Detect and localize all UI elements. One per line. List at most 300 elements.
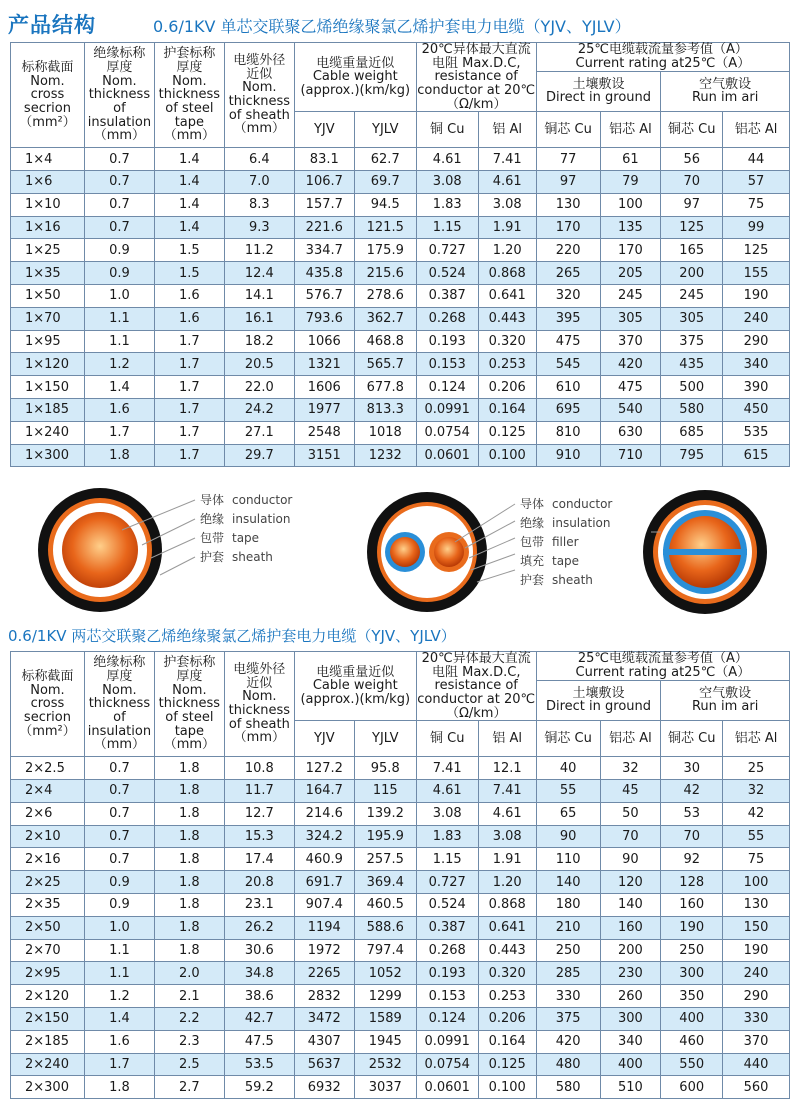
table-cell: 1.4 — [84, 1007, 154, 1030]
table-cell: 0.524 — [416, 262, 478, 285]
table-cell: 1×4 — [11, 148, 85, 171]
table-row — [11, 330, 790, 353]
table-cell: 2.0 — [154, 962, 224, 985]
cur-cn: 25℃电缆载流量参考值（A） — [577, 42, 748, 58]
wt-cn: 电缆重量近似 — [316, 664, 395, 680]
table-cell: 1.4 — [154, 171, 224, 194]
table-cell: 215.6 — [354, 262, 416, 285]
table-row — [11, 1053, 790, 1076]
table-cell: 7.41 — [478, 780, 536, 803]
legend-item — [520, 552, 612, 571]
table-cell: 90 — [536, 825, 600, 848]
col-ground-al: 铝芯 Al — [600, 721, 661, 757]
table-row — [11, 398, 790, 421]
size-unit: （mm²） — [19, 114, 76, 130]
cur-en: Current rating at25℃（A） — [575, 664, 751, 680]
table-cell: 710 — [600, 444, 661, 467]
page-header — [8, 6, 798, 40]
table-cell: 0.7 — [84, 193, 154, 216]
table-cell: 1.1 — [84, 330, 154, 353]
table-row — [11, 376, 790, 399]
table-cell: 0.868 — [478, 893, 536, 916]
tape-cn: 护套标称厚度 — [163, 46, 216, 75]
table-cell: 56 — [661, 148, 723, 171]
table-cell: 190 — [661, 916, 723, 939]
table-cell: 390 — [723, 376, 790, 399]
table-cell: 20.5 — [224, 353, 294, 376]
table-cell: 1×35 — [11, 262, 85, 285]
size-en3: secrion — [23, 100, 71, 116]
table-cell: 0.100 — [478, 444, 536, 467]
table-cell: 3.08 — [478, 193, 536, 216]
table-cell: 220 — [536, 239, 600, 262]
table-cell: 32 — [600, 757, 661, 780]
table-cell: 55 — [536, 780, 600, 803]
table-cell: 5637 — [294, 1053, 354, 1076]
table-cell: 395 — [536, 307, 600, 330]
table-cell: 0.320 — [478, 962, 536, 985]
col-current-rating — [536, 652, 789, 681]
table-row — [11, 757, 790, 780]
table-cell: 1945 — [354, 1030, 416, 1053]
table-cell: 100 — [723, 871, 790, 894]
table-cell: 121.5 — [354, 216, 416, 239]
table-cell: 40 — [536, 757, 600, 780]
col-res-al: 铝 Al — [478, 112, 536, 148]
col-steel-tape — [154, 652, 224, 757]
table-cell: 1.6 — [154, 307, 224, 330]
table-cell: 0.193 — [416, 962, 478, 985]
table-cell: 200 — [600, 939, 661, 962]
table-cell: 0.9 — [84, 893, 154, 916]
table-cell: 1.8 — [154, 848, 224, 871]
table-cell: 83.1 — [294, 148, 354, 171]
table-cell: 0.727 — [416, 239, 478, 262]
table-cell: 1.83 — [416, 193, 478, 216]
table-cell: 400 — [600, 1053, 661, 1076]
table-cell: 20.8 — [224, 871, 294, 894]
table-cell: 1.15 — [416, 848, 478, 871]
ins-cn: 绝缘标称厚度 — [93, 46, 146, 75]
table-cell: 11.7 — [224, 780, 294, 803]
table-cell: 1606 — [294, 376, 354, 399]
legend-cn: 导体 — [520, 497, 545, 511]
col-yjlv: YJLV — [354, 721, 416, 757]
col-outer-diameter — [224, 652, 294, 757]
table-cell: 793.6 — [294, 307, 354, 330]
od-en: Nom. thickness of sheath — [228, 689, 291, 732]
table-cell: 2×185 — [11, 1030, 85, 1053]
col-insulation — [84, 652, 154, 757]
table-cell: 1.8 — [84, 444, 154, 467]
table-cell: 0.7 — [84, 171, 154, 194]
legend-item — [520, 495, 612, 514]
table-cell: 1.15 — [416, 216, 478, 239]
table-cell: 3472 — [294, 1007, 354, 1030]
table-row — [11, 985, 790, 1008]
table-cell: 540 — [600, 398, 661, 421]
table-cell: 0.153 — [416, 985, 478, 1008]
table-cell: 1×16 — [11, 216, 85, 239]
single-core-spec-table — [10, 42, 790, 467]
table-cell: 75 — [723, 193, 790, 216]
air-en: Run im ari — [691, 90, 759, 106]
table-cell: 1.8 — [154, 757, 224, 780]
table-cell: 160 — [661, 893, 723, 916]
table-cell: 350 — [661, 985, 723, 1008]
wt-cn: 电缆重量近似 — [316, 55, 395, 71]
table-cell: 2265 — [294, 962, 354, 985]
table-cell: 240 — [723, 307, 790, 330]
table-row — [11, 939, 790, 962]
table-cell: 265 — [536, 262, 600, 285]
ins-en: Nom. thickness of insulation — [87, 73, 152, 130]
table-cell: 190 — [723, 284, 790, 307]
table-cell: 257.5 — [354, 848, 416, 871]
table-cell: 59.2 — [224, 1076, 294, 1099]
single-core-cross-section — [30, 480, 360, 620]
table-cell: 4307 — [294, 1030, 354, 1053]
table-cell: 330 — [536, 985, 600, 1008]
size-en2: cross — [30, 696, 65, 712]
table-cell: 53.5 — [224, 1053, 294, 1076]
col-weight — [294, 652, 416, 721]
table-cell: 160 — [600, 916, 661, 939]
air-cn: 空气敷设 — [699, 76, 752, 92]
table-cell: 2×70 — [11, 939, 85, 962]
table-cell: 340 — [600, 1030, 661, 1053]
page-title: 产品结构 — [8, 13, 96, 37]
col-ground-cu: 铜芯 Cu — [536, 721, 600, 757]
table-cell: 1.0 — [84, 284, 154, 307]
table-cell: 3.08 — [478, 825, 536, 848]
table-cell: 797.4 — [354, 939, 416, 962]
table-cell: 0.153 — [416, 353, 478, 376]
table-cell: 0.727 — [416, 871, 478, 894]
table-cell: 0.268 — [416, 939, 478, 962]
table-cell: 1.8 — [154, 939, 224, 962]
table-cell: 334.7 — [294, 239, 354, 262]
table-cell: 1.6 — [154, 284, 224, 307]
table-cell: 278.6 — [354, 284, 416, 307]
col-outer-diameter — [224, 43, 294, 148]
table-cell: 1299 — [354, 985, 416, 1008]
table-cell: 370 — [600, 330, 661, 353]
table-cell: 460.5 — [354, 893, 416, 916]
table-cell: 615 — [723, 444, 790, 467]
table-cell: 1.2 — [84, 353, 154, 376]
table-cell: 115 — [354, 780, 416, 803]
table-cell: 140 — [600, 893, 661, 916]
legend-en: insulation — [232, 512, 291, 526]
table-cell: 610 — [536, 376, 600, 399]
od-unit: （mm） — [233, 121, 285, 137]
col-ground-cu: 铜芯 Cu — [536, 112, 600, 148]
table-cell: 16.1 — [224, 307, 294, 330]
ground-cn: 土壤敷设 — [572, 685, 625, 701]
table-cell: 79 — [600, 171, 661, 194]
table-cell: 7.41 — [478, 148, 536, 171]
res-en: resistance of conductor at 20℃ — [417, 69, 536, 98]
table-row — [11, 916, 790, 939]
table-cell: 34.8 — [224, 962, 294, 985]
table-cell: 245 — [600, 284, 661, 307]
ground-cn: 土壤敷设 — [572, 76, 625, 92]
table-cell: 155 — [723, 262, 790, 285]
col-resistance — [416, 43, 536, 112]
table-cell: 2.5 — [154, 1053, 224, 1076]
table-cell: 1×240 — [11, 421, 85, 444]
table-cell: 290 — [723, 330, 790, 353]
col-res-cu: 铜 Cu — [416, 721, 478, 757]
table-cell: 70 — [661, 171, 723, 194]
table-cell: 1321 — [294, 353, 354, 376]
res-unit: （Ω/km） — [445, 705, 507, 721]
col-res-cu: 铜 Cu — [416, 112, 478, 148]
legend-en: sheath — [552, 573, 593, 587]
table-cell: 300 — [600, 1007, 661, 1030]
table-cell: 110 — [536, 848, 600, 871]
table-cell: 550 — [661, 1053, 723, 1076]
col-direct-ground — [536, 71, 661, 112]
table-cell: 580 — [661, 398, 723, 421]
legend-en: tape — [552, 554, 580, 568]
table-cell: 1.2 — [84, 985, 154, 1008]
table-cell: 1×300 — [11, 444, 85, 467]
two-core-cross-section — [365, 480, 795, 620]
table-cell: 4.61 — [416, 780, 478, 803]
res-en: resistance of conductor at 20℃ — [417, 678, 536, 707]
table-cell: 475 — [536, 330, 600, 353]
col-size — [11, 43, 85, 148]
table-cell: 6932 — [294, 1076, 354, 1099]
table-cell: 1.7 — [154, 421, 224, 444]
table-cell: 588.6 — [354, 916, 416, 939]
table-row — [11, 353, 790, 376]
table-cell: 2×16 — [11, 848, 85, 871]
col-resistance — [416, 652, 536, 721]
table-cell: 164.7 — [294, 780, 354, 803]
table-cell: 135 — [600, 216, 661, 239]
table-cell: 0.253 — [478, 985, 536, 1008]
table1-title: 0.6/1KV 单芯交联聚乙烯绝缘聚氯乙烯护套电力电缆（YJV、YJLV） — [153, 17, 631, 36]
table-cell: 305 — [661, 307, 723, 330]
tape-cn: 护套标称厚度 — [163, 655, 216, 684]
table-cell: 57 — [723, 171, 790, 194]
table-row — [11, 1076, 790, 1099]
legend-item — [520, 533, 612, 552]
table-cell: 1.8 — [154, 893, 224, 916]
table-row — [11, 148, 790, 171]
table-cell: 420 — [536, 1030, 600, 1053]
table-cell: 92 — [661, 848, 723, 871]
table-cell: 1.8 — [154, 780, 224, 803]
table-cell: 170 — [536, 216, 600, 239]
table-cell: 375 — [661, 330, 723, 353]
table-cell: 450 — [723, 398, 790, 421]
table-cell: 0.125 — [478, 421, 536, 444]
table-cell: 2832 — [294, 985, 354, 1008]
table-cell: 1.20 — [478, 239, 536, 262]
table-cell: 7.0 — [224, 171, 294, 194]
table-cell: 630 — [600, 421, 661, 444]
single-core-legend — [200, 491, 292, 567]
table-cell: 23.1 — [224, 893, 294, 916]
table-cell: 0.7 — [84, 757, 154, 780]
ins-unit: （mm） — [93, 128, 146, 144]
table-row — [11, 216, 790, 239]
legend-en: conductor — [552, 497, 613, 511]
table-cell: 1.83 — [416, 825, 478, 848]
table-cell: 435.8 — [294, 262, 354, 285]
table-cell: 1.4 — [84, 376, 154, 399]
table-cell: 560 — [723, 1076, 790, 1099]
table-cell: 1×70 — [11, 307, 85, 330]
legend-item — [200, 548, 292, 567]
table-cell: 1.4 — [154, 193, 224, 216]
ins-cn: 绝缘标称厚度 — [93, 655, 146, 684]
col-yjv: YJV — [294, 112, 354, 148]
table-cell: 0.164 — [478, 1030, 536, 1053]
table-cell: 10.8 — [224, 757, 294, 780]
table-cell: 600 — [661, 1076, 723, 1099]
ins-unit: （mm） — [93, 737, 146, 753]
table-cell: 77 — [536, 148, 600, 171]
table-cell: 140 — [536, 871, 600, 894]
table-cell: 53 — [661, 802, 723, 825]
table-cell: 1.7 — [154, 376, 224, 399]
table-cell: 29.7 — [224, 444, 294, 467]
tape-unit: （mm） — [163, 128, 216, 144]
table-cell: 290 — [723, 985, 790, 1008]
table-cell: 685 — [661, 421, 723, 444]
table-cell: 0.9 — [84, 239, 154, 262]
table-cell: 695 — [536, 398, 600, 421]
table-cell: 127.2 — [294, 757, 354, 780]
table-cell: 27.1 — [224, 421, 294, 444]
table-cell: 2.3 — [154, 1030, 224, 1053]
table-cell: 2.2 — [154, 1007, 224, 1030]
table-cell: 1×6 — [11, 171, 85, 194]
table-row — [11, 1030, 790, 1053]
table-cell: 2×4 — [11, 780, 85, 803]
table-cell: 285 — [536, 962, 600, 985]
two-core-legend — [520, 495, 612, 590]
res-cn: 20℃异体最大直流电阻 Max.D.C, — [421, 42, 531, 71]
table-cell: 230 — [600, 962, 661, 985]
legend-en: conductor — [232, 493, 293, 507]
table-cell: 370 — [723, 1030, 790, 1053]
table-cell: 813.3 — [354, 398, 416, 421]
table-cell: 910 — [536, 444, 600, 467]
table-cell: 0.164 — [478, 398, 536, 421]
table-cell: 3151 — [294, 444, 354, 467]
table-cell: 0.253 — [478, 353, 536, 376]
table-cell: 2×10 — [11, 825, 85, 848]
col-yjlv: YJLV — [354, 112, 416, 148]
col-insulation — [84, 43, 154, 148]
air-en: Run im ari — [691, 699, 759, 715]
table-cell: 535 — [723, 421, 790, 444]
table-cell: 1052 — [354, 962, 416, 985]
table-cell: 1.6 — [84, 1030, 154, 1053]
col-air-cu: 铜芯 Cu — [661, 721, 723, 757]
legend-item — [200, 529, 292, 548]
table-cell: 128 — [661, 871, 723, 894]
table-cell: 1×95 — [11, 330, 85, 353]
table-cell: 369.4 — [354, 871, 416, 894]
legend-cn: 填充 — [520, 554, 545, 568]
table-cell: 240 — [723, 962, 790, 985]
col-weight — [294, 43, 416, 112]
table-cell: 62.7 — [354, 148, 416, 171]
tape-en: Nom. thickness of steel tape — [158, 73, 221, 130]
cur-en: Current rating at25℃（A） — [575, 55, 751, 71]
table-cell: 1×150 — [11, 376, 85, 399]
table-cell: 2×120 — [11, 985, 85, 1008]
col-current-rating — [536, 43, 789, 72]
table-cell: 157.7 — [294, 193, 354, 216]
cur-cn: 25℃电缆载流量参考值（A） — [577, 651, 748, 667]
table-cell: 2.7 — [154, 1076, 224, 1099]
table-cell: 330 — [723, 1007, 790, 1030]
table-cell: 2×150 — [11, 1007, 85, 1030]
table-cell: 120 — [600, 871, 661, 894]
table-cell: 1194 — [294, 916, 354, 939]
table-cell: 12.7 — [224, 802, 294, 825]
table-cell: 1.91 — [478, 216, 536, 239]
table-cell: 1.0 — [84, 916, 154, 939]
table-cell: 0.0754 — [416, 421, 478, 444]
table-cell: 2×2.5 — [11, 757, 85, 780]
table-cell: 4.61 — [478, 171, 536, 194]
ins-en: Nom. thickness of insulation — [87, 682, 152, 739]
table-cell: 8.3 — [224, 193, 294, 216]
table-cell: 0.124 — [416, 1007, 478, 1030]
table-cell: 440 — [723, 1053, 790, 1076]
table-cell: 0.387 — [416, 284, 478, 307]
legend-cn: 护套 — [200, 550, 225, 564]
table-cell: 0.193 — [416, 330, 478, 353]
table-cell: 4.61 — [478, 802, 536, 825]
table-row — [11, 1007, 790, 1030]
table-cell: 0.7 — [84, 848, 154, 871]
size-en2: cross — [30, 87, 65, 103]
table-cell: 260 — [600, 985, 661, 1008]
col-air-cu: 铜芯 Cu — [661, 112, 723, 148]
table-cell: 1.20 — [478, 871, 536, 894]
legend-cn: 包带 — [200, 531, 225, 545]
table-cell: 2×240 — [11, 1053, 85, 1076]
table-cell: 45 — [600, 780, 661, 803]
table-cell: 480 — [536, 1053, 600, 1076]
table-cell: 0.7 — [84, 148, 154, 171]
table-cell: 460 — [661, 1030, 723, 1053]
res-cn: 20℃异体最大直流电阻 Max.D.C, — [421, 651, 531, 680]
table-row — [11, 421, 790, 444]
table-cell: 1.8 — [154, 825, 224, 848]
table-cell: 1.7 — [154, 330, 224, 353]
table-cell: 214.6 — [294, 802, 354, 825]
table-cell: 1972 — [294, 939, 354, 962]
table-cell: 1.7 — [84, 1053, 154, 1076]
table-cell: 460.9 — [294, 848, 354, 871]
table-cell: 1×25 — [11, 239, 85, 262]
table-cell: 15.3 — [224, 825, 294, 848]
table-row — [11, 262, 790, 285]
table2-title: 0.6/1KV 两芯交联聚乙烯绝缘聚氯乙烯护套电力电缆（YJV、YJLV） — [8, 627, 456, 645]
table-cell: 130 — [536, 193, 600, 216]
